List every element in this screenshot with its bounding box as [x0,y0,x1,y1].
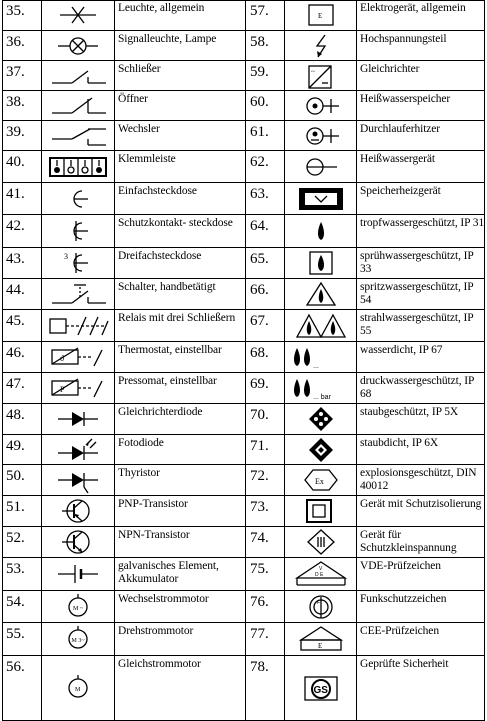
table-row [2,61,485,91]
svg-text:ϑ: ϑ [60,354,64,363]
high-voltage-icon [285,31,356,60]
item-label: Thermostat, einstellbar [118,344,222,356]
item-label: Speicherheizgerät [360,185,441,197]
watertight-icon [285,342,356,372]
item-number: 40. [6,154,25,170]
item-number: 36. [6,34,25,50]
hot-water-storage-icon [285,91,356,120]
vde-mark-icon [285,558,356,590]
item-number: 67. [250,313,269,329]
item-number: 75. [250,561,269,577]
item-label: Signalleuchte, Lampe [118,33,217,45]
svg-text:GS: GS [313,685,328,696]
svg-text:Ex: Ex [314,477,324,486]
dust-tight-icon [285,435,356,464]
thyristor-icon [42,465,114,495]
item-number: 59. [250,64,269,80]
item-number: 53. [6,561,25,577]
item-number: 46. [6,345,25,361]
item-number: 70. [250,407,269,423]
table-row [2,558,485,591]
storage-heater-icon [285,183,356,214]
svg-text:E: E [317,642,322,650]
dc-motor-icon [42,656,114,720]
splash-proof-icon [285,279,356,309]
column-divider [41,0,42,721]
item-number: 57. [250,3,269,19]
item-label: Durchlauferhitzer [360,123,441,135]
item-label: druckwassergeschützt, IP 68 [360,375,474,400]
item-label: Wechsler [118,123,160,135]
item-number: 54. [6,594,25,610]
table-row [2,373,485,404]
item-label: NPN-Transistor [118,529,190,541]
pressomat-icon [42,373,114,403]
svg-text:M ~: M ~ [73,605,84,612]
item-label: Drehstrommotor [118,625,194,637]
battery-icon [42,558,114,590]
item-number: 41. [6,186,25,202]
item-label: Gleichrichter [360,63,420,75]
spray-proof-icon [285,248,356,278]
table-row [2,279,485,310]
item-label: Öffner [118,93,148,105]
item-label: Thyristor [118,467,160,479]
item-number: 42. [6,218,25,234]
relay-icon [42,310,114,341]
item-label: Gerät mit Schutzisolierung [360,498,482,510]
item-label: staubdicht, IP 6X [360,437,439,449]
item-label: Funkschutzzeichen [360,593,447,605]
rectifier-icon [285,61,356,90]
item-label: Pressomat, einstellbar [118,375,217,387]
item-number: 71. [250,438,269,454]
explosion-proof-icon [285,465,356,495]
item-label: staubgeschützt, IP 5X [360,406,459,418]
item-number: 37. [6,64,25,80]
item-label: Heißwasserspeicher [360,93,451,105]
item-number: 35. [6,3,25,19]
item-label: Heißwassergerät [360,153,435,165]
changeover-contact-icon [42,121,114,150]
item-number: 51. [6,499,25,515]
item-number: 43. [6,251,25,267]
table-row [2,248,485,279]
item-label: Wechselstrommotor [118,593,209,605]
item-label: Dreifachsteckdose [118,250,202,262]
item-number: 47. [6,376,25,392]
item-label: tropfwassergeschützt, IP 31 [360,217,485,229]
triple-socket-icon [42,248,114,278]
single-socket-icon [42,183,114,214]
item-number: 49. [6,438,25,454]
item-number: 52. [6,530,25,546]
appliance-box-icon [285,0,356,30]
table-row [2,91,485,121]
item-label: spritzwassergeschützt, IP 54 [360,281,474,306]
item-number: 69. [250,376,269,392]
item-number: 39. [6,124,25,140]
svg-text:~: ~ [310,67,315,76]
item-label: PNP-Transistor [118,498,188,510]
table-row [2,0,485,31]
table-row [2,310,485,342]
table-row [2,435,485,465]
item-label: VDE-Prüfzeichen [360,560,441,572]
item-label: Schutzkontakt- steckdose [118,217,233,229]
item-number: 78. [250,659,269,675]
jet-proof-icon [285,310,356,341]
item-label: explosionsgeschützt, DIN 40012 [360,467,477,492]
item-number: 68. [250,345,269,361]
diode-icon [42,404,114,434]
pnp-transistor-icon [42,496,114,526]
table-row [2,623,485,656]
npn-transistor-icon [42,527,114,557]
manual-switch-icon [42,279,114,309]
item-label: wasserdicht, IP 67 [360,344,443,356]
table-row [2,527,485,558]
svg-text:3: 3 [64,252,68,261]
item-number: 60. [250,94,269,110]
item-number: 64. [250,218,269,234]
item-number: 44. [6,282,25,298]
item-number: 48. [6,407,25,423]
gs-mark-icon [285,656,356,720]
column-divider [284,0,285,721]
lamp-cross-icon [42,0,114,30]
item-label: Elektrogerät, allgemein [360,2,466,14]
dust-protected-icon [285,404,356,434]
item-label: Hochspannungsteil [360,33,447,45]
ac-motor-icon [42,591,114,622]
item-number: 66. [250,282,269,298]
item-number: 76. [250,594,269,610]
item-number: 74. [250,530,269,546]
item-number: 65. [250,251,269,267]
pressure-water-icon [285,373,356,403]
item-number: 58. [250,34,269,50]
item-number: 63. [250,186,269,202]
svg-text:F: F [316,599,320,606]
item-label: Gerät für Schutzkleinspannung [360,529,457,554]
svg-text:E: E [317,12,322,20]
item-number: 62. [250,154,269,170]
column-divider [114,0,115,721]
terminal-strip-icon [42,151,114,182]
table-row [2,404,485,435]
item-number: 73. [250,499,269,515]
item-label: Gleichrichterdiode [118,406,203,418]
table-row [2,121,485,151]
hot-water-device-icon [285,151,356,182]
radio-interference-mark-icon [285,591,356,622]
item-label: strahlwassergeschützt, IP 55 [360,312,474,337]
svg-text:V: V [318,566,322,572]
item-label: Geprüfte Sicherheit [360,658,449,670]
signal-lamp-icon [42,31,114,60]
item-number: 56. [6,659,25,675]
earthed-socket-icon [42,215,114,247]
column-divider [245,0,246,721]
svg-text:M 3~: M 3~ [71,638,85,644]
item-label: Schalter, handbetätigt [118,281,216,293]
table-row [2,465,485,496]
item-label: CEE-Prüfzeichen [360,625,439,637]
table-row [2,591,485,623]
thermostat-icon [42,342,114,372]
svg-text:D E: D E [314,572,323,578]
three-phase-motor-icon [42,623,114,655]
safety-extra-low-voltage-icon [285,527,356,557]
table-row [2,342,485,373]
cee-mark-icon [285,623,356,655]
item-label: Schließer [118,63,161,75]
item-label: Relais mit drei Schließern [118,312,236,324]
normally-closed-contact-icon [42,91,114,120]
item-number: 61. [250,124,269,140]
column-divider [356,0,357,721]
instant-water-heater-icon [285,121,356,150]
item-label: Fotodiode [118,437,164,449]
svg-text:P: P [60,385,65,394]
item-number: 38. [6,94,25,110]
drip-proof-icon [285,215,356,247]
item-label: Gleichstrommotor [118,658,201,670]
protective-insulation-icon [285,496,356,526]
table-row [2,151,485,183]
table-row [2,496,485,527]
table-row [2,656,485,721]
table-row [2,183,485,215]
item-label: Leuchte, allgemein [118,2,205,14]
normally-open-contact-icon [42,61,114,90]
table-row [2,215,485,248]
item-label: galvanisches Element, Akkumulator [118,560,219,585]
item-number: 50. [6,468,25,484]
item-number: 55. [6,626,25,642]
table-row [2,31,485,61]
item-label: Klemmleiste [118,153,176,165]
item-label: Einfachsteckdose [118,185,197,197]
symbol-sub-label: ... bar [312,394,331,401]
item-number: 72. [250,468,269,484]
photodiode-icon [42,435,114,464]
symbol-sub-label: ... [312,363,319,370]
item-label: sprühwassergeschützt, IP 33 [360,250,474,275]
svg-text:M: M [75,687,81,693]
item-number: 45. [6,313,25,329]
item-number: 77. [250,626,269,642]
